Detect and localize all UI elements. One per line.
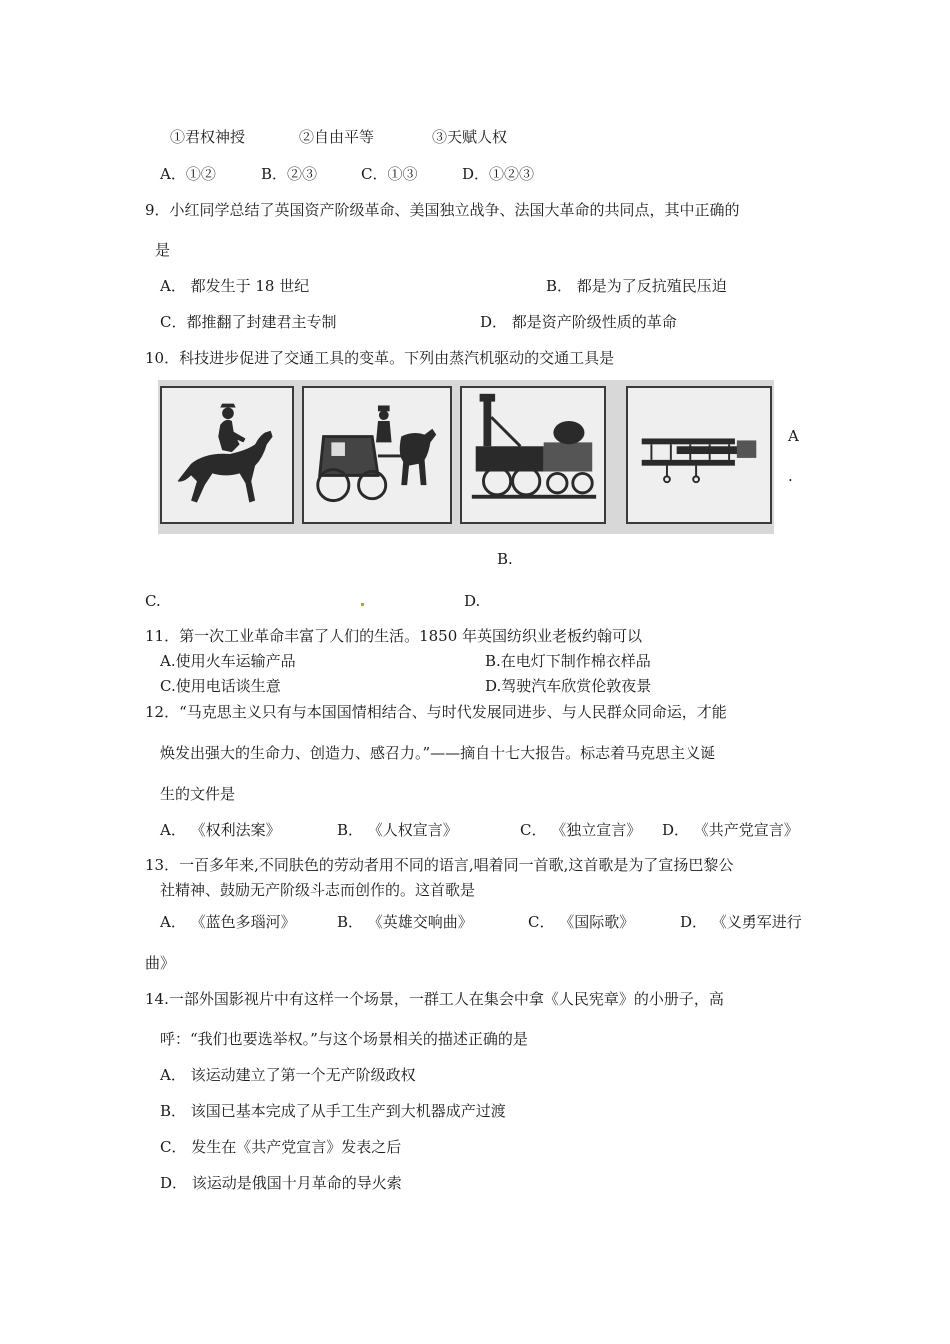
q13-option-b: B． 《英雄交响曲》: [337, 913, 473, 931]
q14-stem-line2: 呼：“我们也要选举权。”与这个场景相关的描述正确的是: [160, 1030, 528, 1048]
q10-label-d: D.: [464, 592, 481, 610]
q9-option-a: A． 都发生于 18 世纪: [160, 277, 310, 295]
horse-carriage-icon: [302, 386, 452, 524]
transport-image-strip: [158, 380, 774, 534]
q11-option-b: B.在电灯下制作棉衣样品: [485, 652, 651, 670]
q13-stem-line1: 13．一百多年来,不同肤色的劳动者用不同的语言,唱着同一首歌,这首歌是为了宣扬巴黎公: [145, 856, 734, 874]
q14-option-b: B． 该国已基本完成了从手工生产到大机器成产过渡: [160, 1102, 506, 1120]
q14-option-d: D． 该运动是俄国十月革命的导火索: [160, 1174, 402, 1192]
q13-option-d: D． 《义勇军进行: [680, 913, 802, 931]
q8-option-3: ③天赋人权: [432, 128, 508, 146]
q8-option-1: ①君权神授: [170, 128, 246, 146]
q14-option-a: A． 该运动建立了第一个无产阶级政权: [160, 1066, 416, 1084]
q10-label-b: B.: [497, 550, 513, 568]
q12-option-b: B． 《人权宣言》: [337, 821, 458, 839]
steam-locomotive-icon: [460, 386, 606, 524]
q8-answer-c: C．①③: [361, 165, 418, 183]
q13-option-d-cont: 曲》: [145, 954, 176, 972]
q13-option-c: C． 《国际歌》: [528, 913, 635, 931]
q13-option-a: A． 《蓝色多瑙河》: [160, 913, 296, 931]
q12-option-a: A． 《权利法案》: [160, 821, 281, 839]
q8-answer-d: D．①②③: [462, 165, 535, 183]
q8-answer-a: A．①②: [160, 165, 216, 183]
q9-stem: 9．小红同学总结了英国资产阶级革命、美国独立战争、法国大革命的共同点，其中正确的: [145, 201, 740, 219]
q11-option-d: D.驾驶汽车欣赏伦敦夜景: [485, 677, 652, 695]
q12-stem-line2: 焕发出强大的生命力、创造力、感召力。”——摘自十七大报告。标志着马克思主义诞: [160, 744, 716, 762]
biplane-icon: [626, 386, 772, 524]
q12-option-c: C． 《独立宣言》: [520, 821, 642, 839]
q14-stem-line1: 14.一部外国影视片中有这样一个场景，一群工人在集会中拿《人民宪章》的小册子，高: [145, 990, 724, 1008]
q10-label-a: A: [788, 427, 799, 445]
q13-stem-line2: 社精神、鼓励无产阶级斗志而创作的。这首歌是: [160, 881, 476, 899]
q8-option-2: ②自由平等: [299, 128, 375, 146]
speck: [361, 603, 364, 606]
q8-answer-b: B．②③: [261, 165, 318, 183]
q9-stem-cont: 是: [155, 241, 171, 259]
q12-option-d: D． 《共产党宣言》: [662, 821, 799, 839]
q11-option-c: C.使用电话谈生意: [160, 677, 281, 695]
q11-option-a: A.使用火车运输产品: [160, 652, 296, 670]
q9-option-d: D． 都是资产阶级性质的革命: [480, 313, 677, 331]
q12-stem-line3: 生的文件是: [160, 785, 236, 803]
q10-label-dot: .: [788, 467, 793, 485]
q12-stem-line1: 12．“马克思主义只有与本国国情相结合、与时代发展同进步、与人民群众同命运，才能: [145, 703, 727, 721]
q11-stem: 11．第一次工业革命丰富了人们的生活。1850 年英国纺织业老板约翰可以: [145, 627, 643, 645]
q14-option-c: C． 发生在《共产党宣言》发表之后: [160, 1138, 402, 1156]
q9-option-b: B． 都是为了反抗殖民压迫: [546, 277, 727, 295]
q10-stem: 10．科技进步促进了交通工具的变革。下列由蒸汽机驱动的交通工具是: [145, 349, 615, 367]
q10-label-c: C.: [145, 592, 161, 610]
q9-option-c: C．都推翻了封建君主专制: [160, 313, 337, 331]
horse-rider-icon: [160, 386, 294, 524]
